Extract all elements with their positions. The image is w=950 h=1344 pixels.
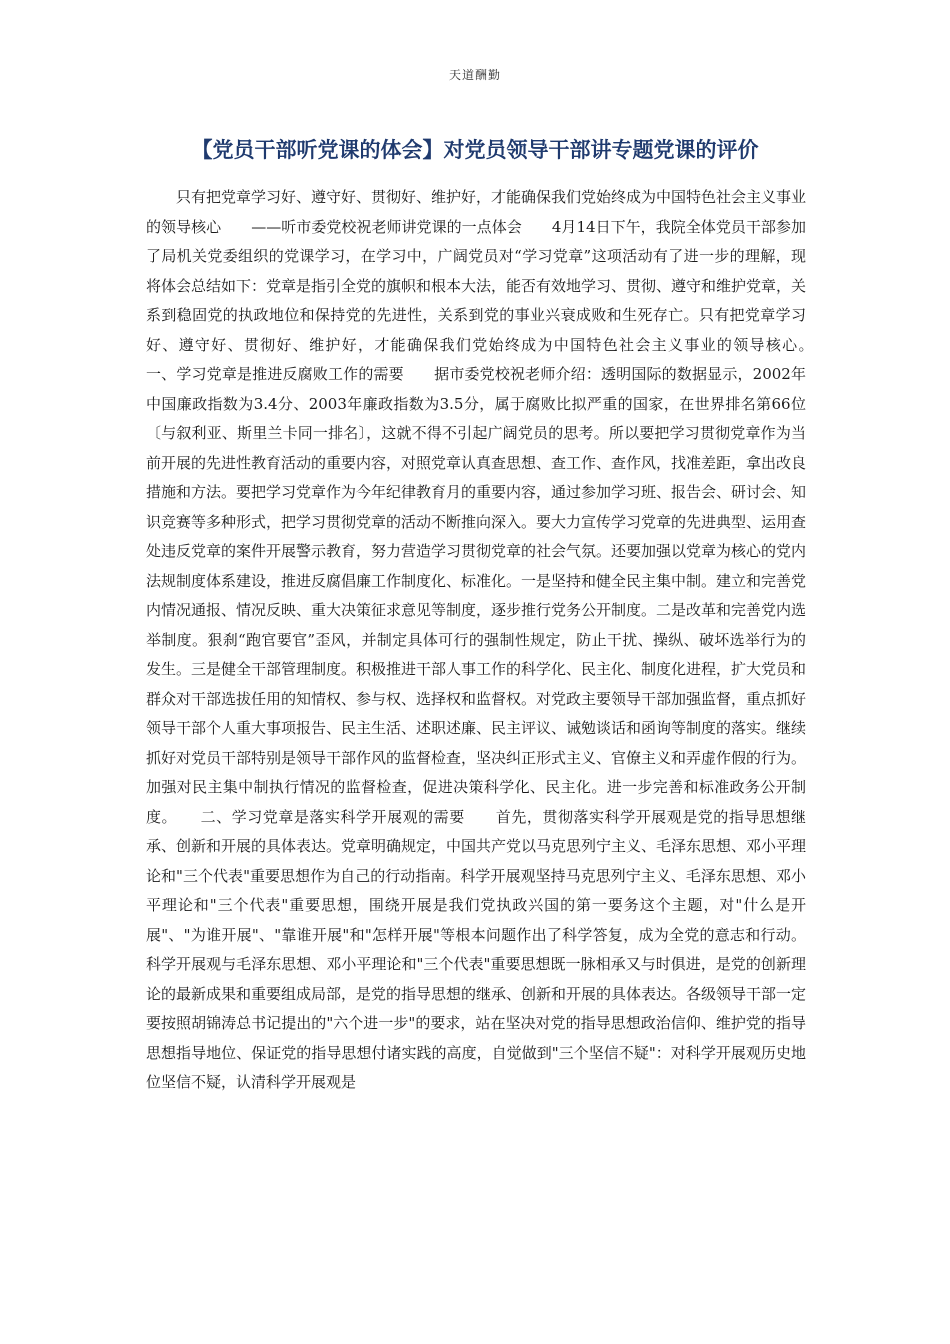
document-title: 【党员干部听党课的体会】对党员领导干部讲专题党课的评价 [191,138,759,162]
document-body: 只有把党章学习好、遵守好、贯彻好、维护好，才能确保我们党始终成为中国特色社会主义事业的领导核心 ——听市委党校祝老师讲党课的一点体会 4月14日下午，我院全体党员干部参加了局机关党委组织的党课学习，在学习中，广阔党员对“学习党章”这项活动有了进一步的理解，现将体会总结如下：党章是指引全党的旗帜和根本大法，能否有效地学习、贯彻、遵守和维护党章，关系到稳固党的执政地位和保持党的先进性，关系到党的事业兴衰成败和生死存亡。只有把党章学习好、遵守好、贯彻好、维护好，才能确保我们党始终成为中国特色社会主义事业的领导核心。 一、学习党章是推进反腐败工作的需要 据市委党校祝老师介绍：透明国际的数据显示，2002年中国廉政指数为3.4分、2003年廉政指数为3.5分，属于腐败比拟严重的国家，在世界排名第66位〔与叙利亚、斯里兰卡同一排名〕，这就不得不引起广阔党员的思考。所以要把学习贯彻党章作为当前开展的先进性教育活动的重要内容，对照党章认真查思想、查工作、查作风，找准差距，拿出改良措施和方法。要把学习党章作为今年纪律教育月的重要内容，通过参加学习班、报告会、研讨会、知识竞赛等多种形式，把学习贯彻党章的活动不断推向深入。要大力宣传学习党章的先进典型、运用查处违反党章的案件开展警示教育，努力营造学习贯彻党章的社会气氛。还要加强以党章为核心的党内法规制度体系建设，推进反腐倡廉工作制度化、标准化。一是坚持和健全民主集中制。建立和完善党内情况通报、情况反映、重大决策征求意见等制度，逐步推行党务公开制度。二是改革和完善党内选举制度。狠刹“跑官要官”歪风，并制定具体可行的强制性规定，防止干扰、操纵、破坏选举行为的发生。三是健全干部管理制度。积极推进干部人事工作的科学化、民主化、制度化进程，扩大党员和群众对干部选拔任用的知情权、参与权、选择权和监督权。对党政主要领导干部加强监督，重点抓好领导干部个人重大事项报告、民主生活、述职述廉、民主评议、诫勉谈话和函询等制度的落实。继续抓好对党员干部特别是领导干部作风的监督检查，坚决纠正形式主义、官僚主义和弄虚作假的行为。加强对民主集中制执行情况的监督检查，促进决策科学化、民主化。进一步完善和标准政务公开制度。 二、学习党章是落实科学开展观的需要 首先，贯彻落实科学开展观是党的指导思想继承、创新和开展的具体表达。党章明确规定，中国共产党以马克思列宁主义、毛泽东思想、邓小平理论和"三个代表"重要思想作为自己的行动指南。科学开展观坚持马克思列宁主义、毛泽东思想、邓小平理论和"三个代表"重要思想，围绕开展是我们党执政兴国的第一要务这个主题，对"什么是开展"、"为谁开展"、"靠谁开展"和"怎样开展"等根本问题作出了科学答复，成为全党的意志和行动。科学开展观与毛泽东思想、邓小平理论和"三个代表"重要思想既一脉相承又与时俱进，是党的创新理论的最新成果和重要组成局部，是党的指导思想的继承、创新和开展的具体表达。各级领导干部一定要按照胡锦涛总书记提出的"六个进一步"的要求，站在坚决对党的指导思想政治信仰、维护党的指导思想指导地位、保证党的指导思想付诸实践的高度，自觉做到"三个坚信不疑"：对科学开展观历史地位坚信不疑，认清科学开展观是 [146,188,837,1091]
page-header: 天道酬勤 [448,68,501,82]
